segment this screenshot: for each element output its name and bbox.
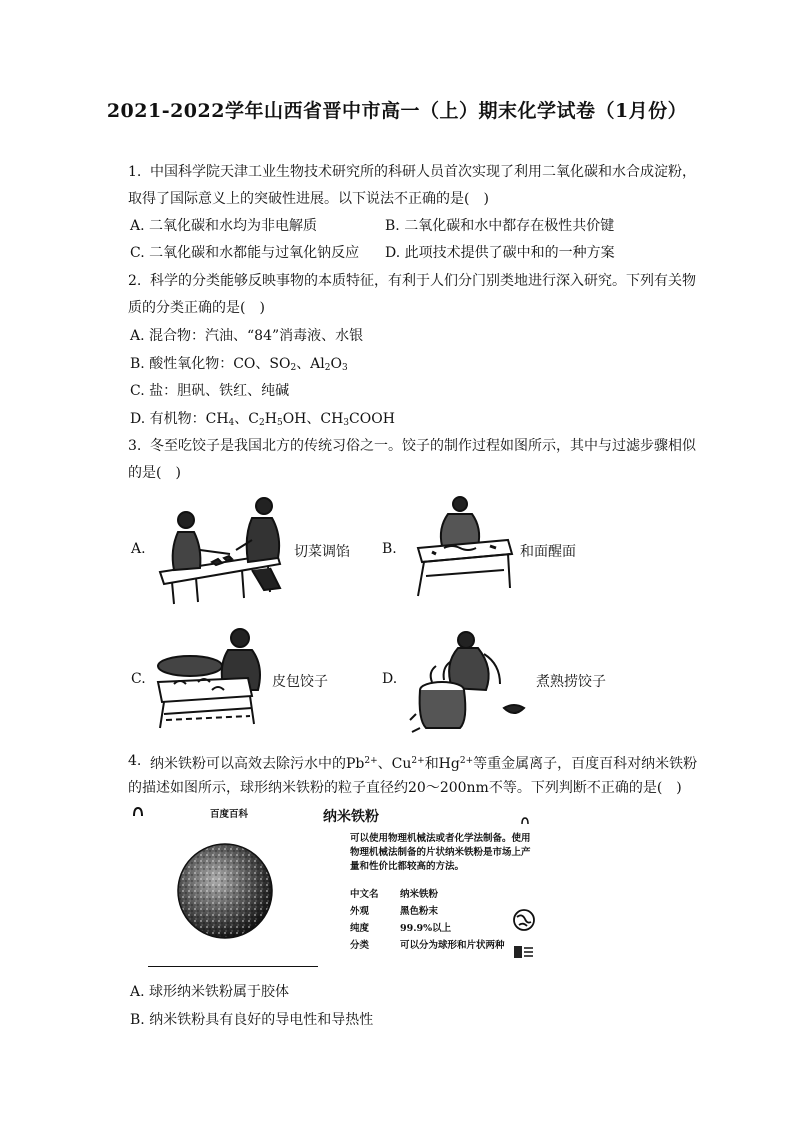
info-value: 黑色粉末 bbox=[400, 906, 439, 917]
info-key: 中文名 bbox=[350, 889, 379, 900]
baike-logo-icon bbox=[132, 806, 144, 818]
q1-number: 1. bbox=[128, 164, 142, 180]
q4-option-a: A. 球形纳米铁粉属于胶体 bbox=[130, 984, 290, 1000]
q1-stem-line1: 中国科学院天津工业生物技术研究所的科研人员首次实现了利用二氧化碳和水合成淀粉， bbox=[150, 164, 696, 180]
info-value: 99.9%以上 bbox=[400, 923, 452, 934]
q4-stem-line1: 纳米铁粉可以高效去除污水中的$Pb^{2+}$、$Cu^{2+}$和$Hg^{2+}$等重金属离子，百度百科对纳米铁粉 bbox=[150, 756, 698, 772]
info-key: 纯度 bbox=[350, 923, 370, 934]
card-desc-line3: 量和性价比都较高的方法。 bbox=[350, 861, 465, 872]
q4-option-b: B. 纳米铁粉具有良好的导电性和导热性 bbox=[130, 1012, 374, 1028]
q2-option-b: B. 酸性氧化物：CO、$SO_2$、$Al_2O_3$ bbox=[130, 356, 348, 373]
card-desc-line2: 物理机械法制备的片状纳米铁粉是市场上产 bbox=[350, 847, 531, 858]
chopping-filling-illustration bbox=[152, 492, 290, 608]
q3-option-a-caption: 切菜调馅 bbox=[294, 544, 350, 560]
audio-icon bbox=[520, 816, 530, 826]
info-key: 外观 bbox=[350, 906, 370, 917]
q2-option-a: A. 混合物：汽油、“84”消毒液、水银 bbox=[130, 328, 364, 344]
globe-icon bbox=[512, 908, 536, 932]
kneading-dough-illustration bbox=[404, 492, 516, 604]
baike-screenshot bbox=[128, 800, 540, 970]
dictionary-icon bbox=[512, 944, 536, 964]
nano-iron-sphere-image bbox=[176, 842, 274, 940]
q3-option-d-caption: 煮熟捞饺子 bbox=[536, 674, 606, 690]
q1-option-c: C. 二氧化碳和水都能与过氧化钠反应 bbox=[130, 245, 360, 261]
q2-option-c: C. 盐：胆矾、铁红、纯碱 bbox=[130, 383, 290, 399]
q3-stem-line1: 冬至吃饺子是我国北方的传统习俗之一。饺子的制作过程如图所示，其中与过滤步骤相似 bbox=[150, 438, 696, 454]
q2-option-d: D. 有机物：$CH_4$、$C_2H_5OH$、$CH_3COOH$ bbox=[130, 411, 395, 428]
image-baseline bbox=[148, 966, 318, 967]
q3-option-c-caption: 皮包饺子 bbox=[272, 674, 328, 690]
baike-label: 百度百科 bbox=[210, 809, 249, 820]
q4-number: 4. bbox=[128, 753, 142, 769]
q1-option-a: A. 二氧化碳和水均为非电解质 bbox=[130, 218, 318, 234]
q3-option-a-label: A. bbox=[131, 541, 146, 557]
info-key: 分类 bbox=[350, 940, 370, 951]
q3-option-b-label: B. bbox=[382, 541, 397, 557]
wrapping-dumplings-illustration bbox=[152, 624, 268, 734]
q3-option-d-label: D. bbox=[382, 671, 398, 687]
q3-stem-line2: 的是( ) bbox=[128, 465, 181, 481]
q1-option-d: D. 此项技术提供了碳中和的一种方案 bbox=[385, 245, 615, 261]
card-desc-line1: 可以使用物理机械法或者化学法制备。使用 bbox=[350, 833, 531, 844]
q3-option-b-caption: 和面醒面 bbox=[520, 544, 576, 560]
page-title: 2021-2022学年山西省晋中市高一（上）期末化学试卷（1月份） bbox=[106, 100, 688, 122]
q3-option-c-label: C. bbox=[131, 671, 146, 687]
q1-stem-line2: 取得了国际意义上的突破性进展。以下说法不正确的是( ) bbox=[128, 191, 489, 207]
info-value: 可以分为球形和片状两种 bbox=[400, 940, 505, 951]
q1-option-b: B. 二氧化碳和水中都存在极性共价键 bbox=[385, 218, 615, 234]
boiling-dumplings-illustration bbox=[404, 624, 534, 736]
q4-stem-line2: 的描述如图所示，球形纳米铁粉的粒子直径约20～200nm不等。下列判断不正确的是( ) bbox=[128, 780, 682, 796]
card-title: 纳米铁粉 bbox=[323, 809, 379, 825]
q3-number: 3. bbox=[128, 438, 142, 454]
q2-number: 2. bbox=[128, 273, 142, 289]
info-value: 纳米铁粉 bbox=[400, 889, 439, 900]
q2-stem-line1: 科学的分类能够反映事物的本质特征，有利于人们分门别类地进行深入研究。下列有关物 bbox=[150, 273, 696, 289]
q2-stem-line2: 质的分类正确的是( ) bbox=[128, 300, 265, 316]
